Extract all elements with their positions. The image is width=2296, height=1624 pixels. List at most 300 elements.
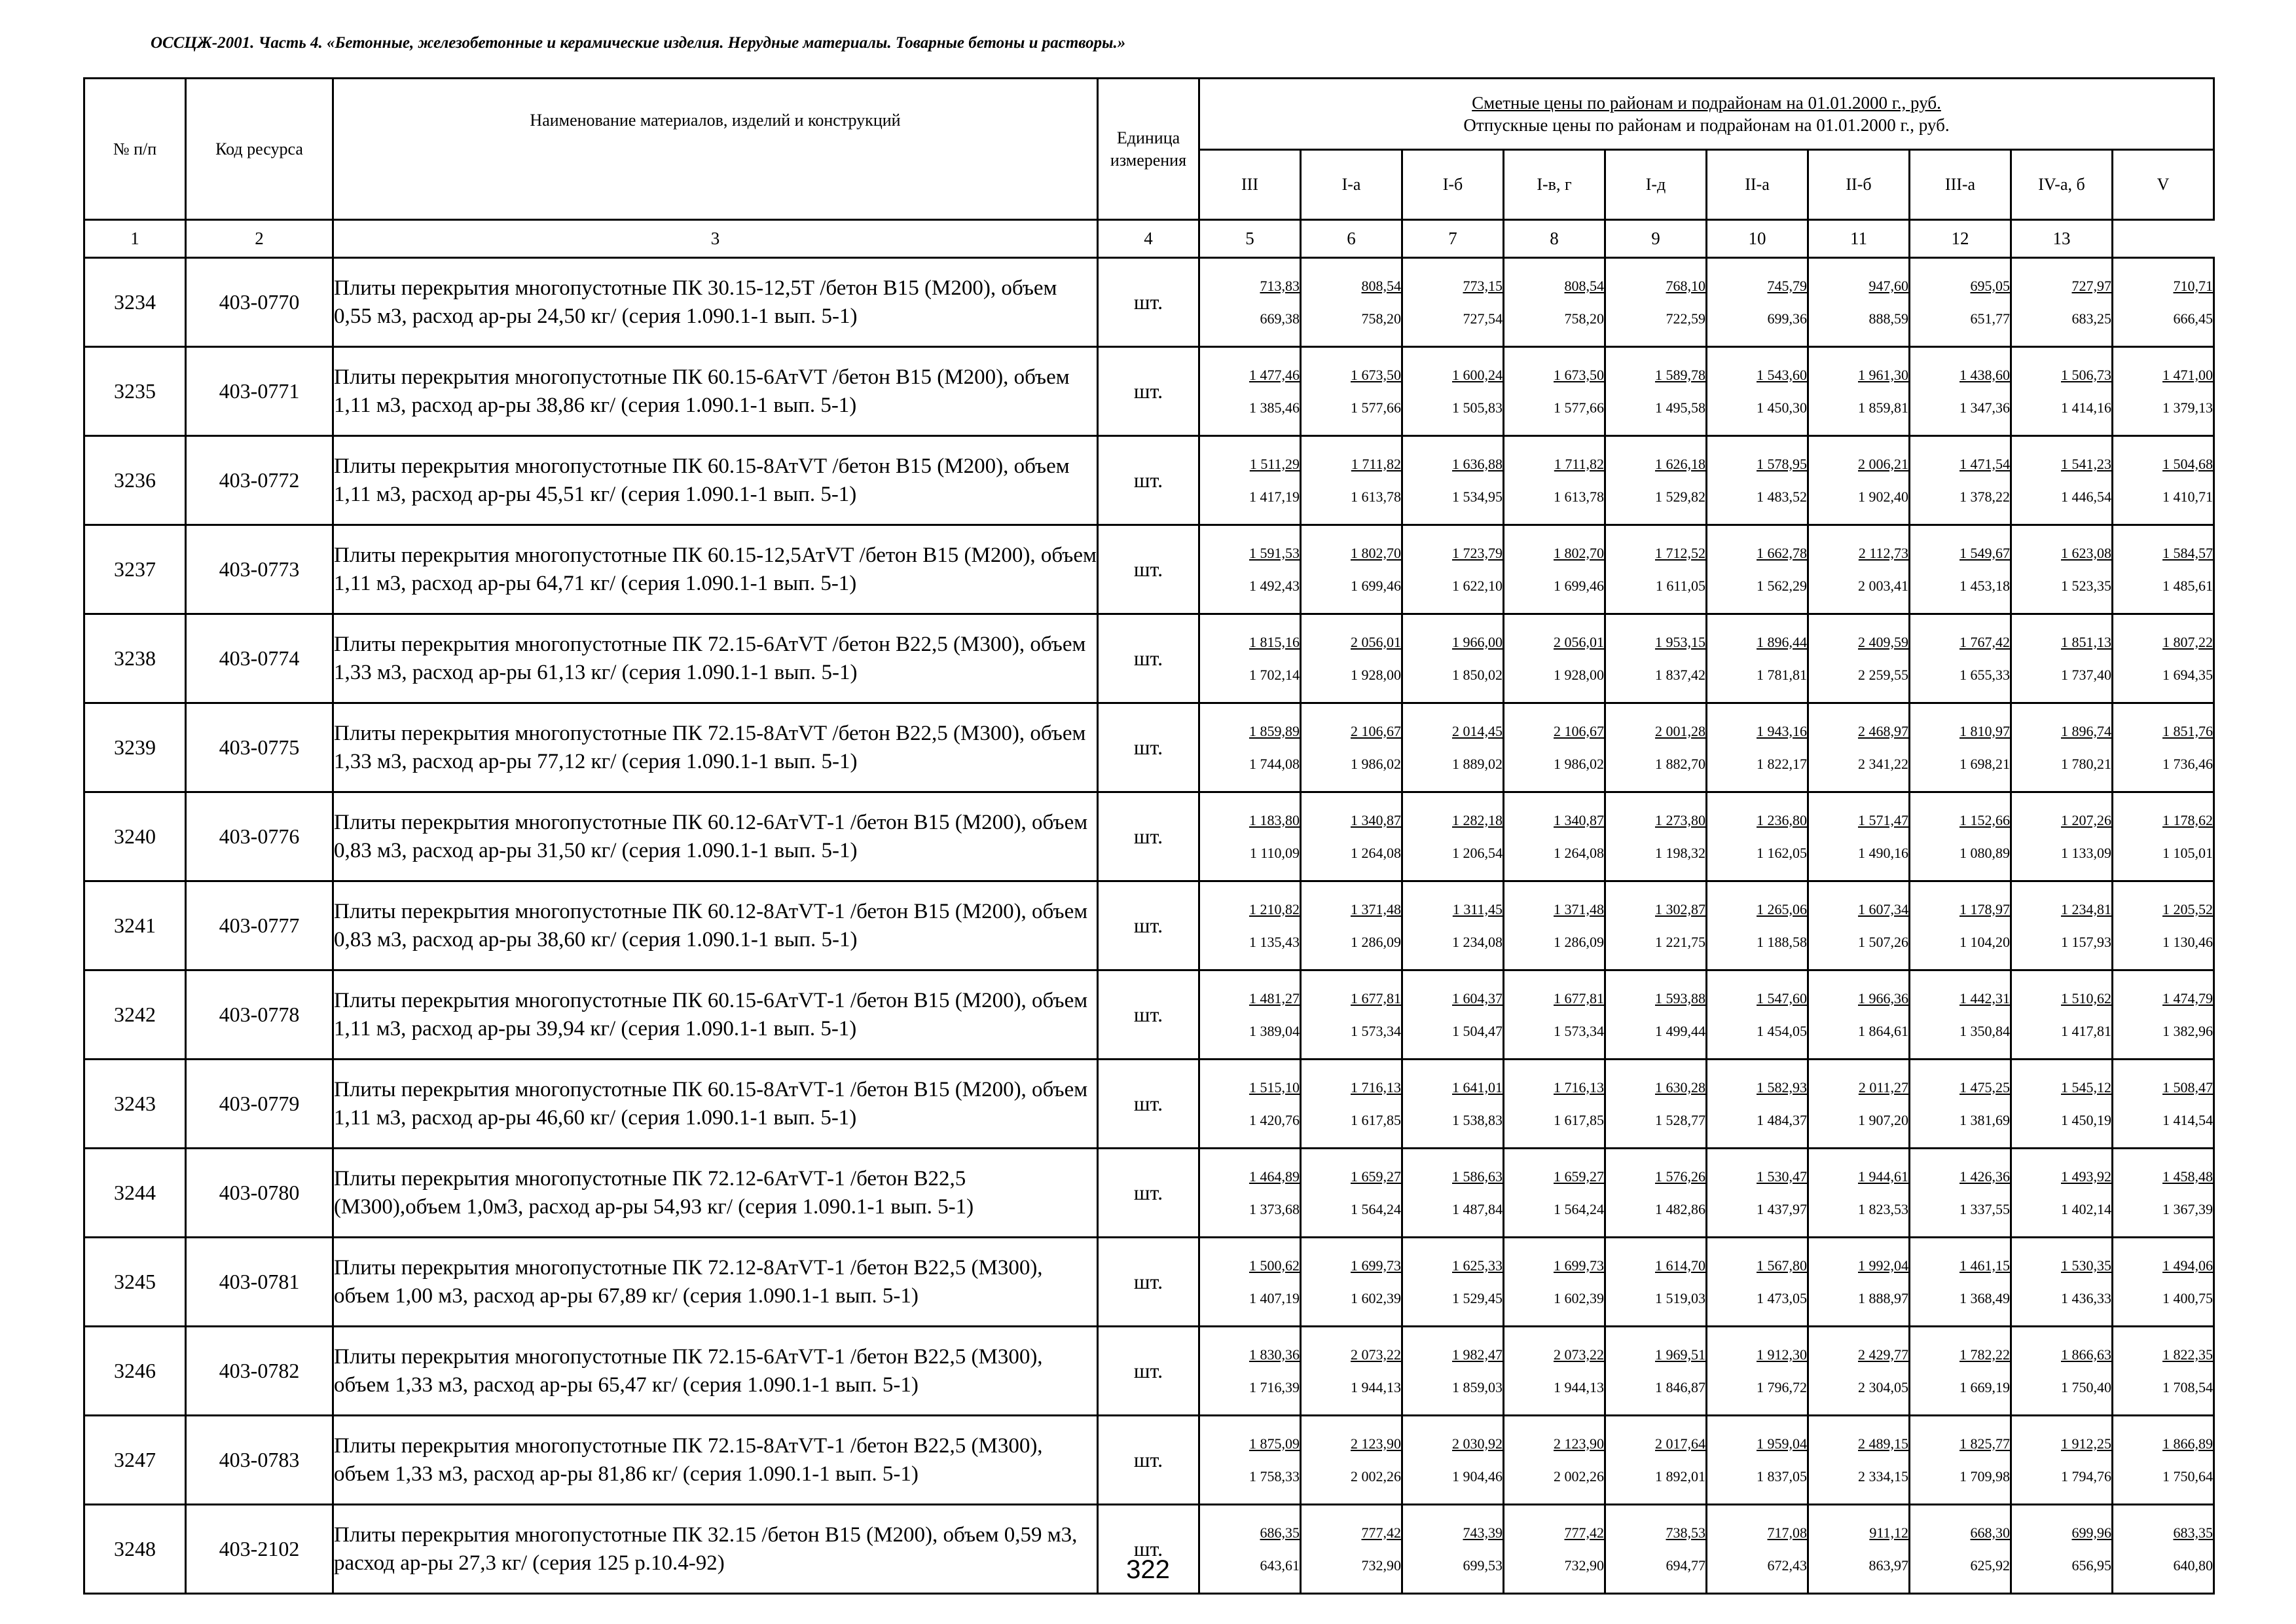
material-name: Плиты перекрытия многопустотные ПК 60.15-8АтVТ /бетон В15 (М200), объем 1,11 м3, расход ар-ры 45,51 кг/ (серия 1.090.1-1 вып. 5-1)	[333, 436, 1098, 525]
estimate-price: 1 183,80	[1249, 811, 1300, 828]
wholesale-price: 1 347,36	[1959, 399, 2010, 416]
estimate-price: 727,97	[2071, 277, 2111, 294]
estimate-price: 1 178,62	[2162, 811, 2213, 828]
wholesale-price: 1 473,05	[1757, 1289, 1807, 1306]
price-cell	[1402, 258, 1504, 347]
price-cell	[1910, 703, 2011, 792]
wholesale-price: 1 234,08	[1452, 933, 1503, 950]
price-cell	[2011, 703, 2113, 792]
material-name: Плиты перекрытия многопустотные ПК 60.15-12,5АтVТ /бетон В15 (М200), объем 1,11 м3, расход ар-ры 64,71 кг/ (серия 1.090.1-1 вып. 5-1)	[333, 525, 1098, 614]
row-number: 3236	[84, 436, 186, 525]
price-cell	[2011, 436, 2113, 525]
wholesale-price: 1 454,05	[1757, 1022, 1807, 1039]
estimate-price: 2 056,01	[1554, 633, 1604, 650]
estimate-price: 1 464,89	[1249, 1168, 1300, 1185]
price-cell	[1301, 436, 1402, 525]
estimate-price: 1 273,80	[1655, 811, 1705, 828]
price-cell	[2113, 614, 2214, 703]
price-cell	[1707, 525, 1808, 614]
material-name: Плиты перекрытия многопустотные ПК 72.15-6АтVТ-1 /бетон В22,5 (М300), объем 1,33 м3, расход ар-ры 65,47 кг/ (серия 1.090.1-1 вып. 5-1)	[333, 1327, 1098, 1416]
estimate-price: 1 236,80	[1757, 811, 1807, 828]
page-number: 322	[1126, 1555, 1170, 1584]
document-header-title: ОССЦЖ-2001. Часть 4. «Бетонные, железобетонные и керамические изделия. Нерудные материалы. Товарные бетоны и растворы.»	[151, 34, 1126, 52]
resource-code: 403-0771	[186, 347, 333, 436]
wholesale-price: 1 564,24	[1554, 1200, 1604, 1217]
price-cell	[1504, 525, 1605, 614]
estimate-price: 2 073,22	[1554, 1346, 1604, 1363]
wholesale-price: 1 367,39	[2162, 1200, 2213, 1217]
wholesale-price: 732,90	[1564, 1557, 1604, 1574]
estimate-price: 1 438,60	[1959, 366, 2010, 383]
estimate-price: 1 822,35	[2162, 1346, 2213, 1363]
wholesale-price: 1 130,46	[2162, 933, 2213, 950]
material-name: Плиты перекрытия многопустотные ПК 72.12-6АтVТ-1 /бетон В22,5 (М300),объем 1,0м3, расход ар-ры 54,93 кг/ (серия 1.090.1-1 вып. 5-1)	[333, 1149, 1098, 1238]
wholesale-price: 1 904,46	[1452, 1467, 1503, 1485]
table-body	[84, 258, 2214, 1594]
unit-of-measure: шт.	[1098, 703, 1199, 792]
estimate-price: 1 614,70	[1655, 1257, 1705, 1274]
wholesale-price: 1 562,29	[1757, 577, 1807, 594]
row-number: 3238	[84, 614, 186, 703]
wholesale-price: 1 162,05	[1757, 844, 1807, 861]
wholesale-price: 1 417,81	[2061, 1022, 2111, 1039]
wholesale-price: 1 436,33	[2061, 1289, 2111, 1306]
estimate-price: 808,54	[1564, 277, 1604, 294]
estimate-price: 1 282,18	[1452, 811, 1503, 828]
wholesale-price: 1 781,81	[1757, 666, 1807, 683]
estimate-price: 2 106,67	[1554, 722, 1604, 739]
region-header: I-а	[1301, 150, 1402, 220]
wholesale-price: 2 002,26	[1554, 1467, 1604, 1485]
price-cell	[1910, 258, 2011, 347]
resource-code: 403-0783	[186, 1416, 333, 1505]
wholesale-price: 1 379,13	[2162, 399, 2213, 416]
price-cell	[2011, 1327, 2113, 1416]
price-cell	[1504, 436, 1605, 525]
price-cell	[1707, 1060, 1808, 1149]
material-name: Плиты перекрытия многопустотные ПК 30.15-12,5Т /бетон В15 (М200), объем 0,55 м3, расход ар-ры 24,50 кг/ (серия 1.090.1-1 вып. 5-1)	[333, 258, 1098, 347]
price-cell	[1199, 525, 1301, 614]
estimate-price: 1 815,16	[1249, 633, 1300, 650]
row-number: 3243	[84, 1060, 186, 1149]
estimate-price: 2 001,28	[1655, 722, 1705, 739]
estimate-price: 1 493,92	[2061, 1168, 2111, 1185]
table-row	[84, 1416, 2214, 1505]
row-number: 3246	[84, 1327, 186, 1416]
header-price-group	[1199, 79, 2214, 150]
estimate-price: 1 426,36	[1959, 1168, 2010, 1185]
estimate-price: 1 802,70	[1554, 544, 1604, 561]
estimate-price: 1 340,87	[1554, 811, 1604, 828]
unit-of-measure: шт.	[1098, 1505, 1199, 1594]
estimate-price: 1 265,06	[1757, 900, 1807, 917]
wholesale-price: 1 450,30	[1757, 399, 1807, 416]
wholesale-price: 1 495,58	[1655, 399, 1705, 416]
estimate-price: 1 474,79	[2162, 989, 2213, 1006]
wholesale-price: 1 414,16	[2061, 399, 2111, 416]
price-cell	[1199, 703, 1301, 792]
estimate-price: 1 723,79	[1452, 544, 1503, 561]
price-cell	[1504, 1238, 1605, 1327]
wholesale-price: 1 417,19	[1249, 488, 1300, 505]
resource-code: 403-0782	[186, 1327, 333, 1416]
row-number: 3239	[84, 703, 186, 792]
wholesale-price: 1 694,35	[2162, 666, 2213, 683]
wholesale-price: 1 708,54	[2162, 1378, 2213, 1395]
header-price-title-estimate: Сметные цены по районам и подрайонам на 01.01.2000 г., руб.	[1472, 93, 1941, 113]
price-cell	[1707, 970, 1808, 1060]
table-row	[84, 1060, 2214, 1149]
wholesale-price: 1 617,85	[1351, 1111, 1401, 1128]
estimate-price: 1 152,66	[1959, 811, 2010, 828]
wholesale-price: 1 622,10	[1452, 577, 1503, 594]
estimate-price: 1 699,73	[1351, 1257, 1401, 1274]
column-number: 5	[1199, 220, 1301, 258]
column-number: 8	[1504, 220, 1605, 258]
estimate-price: 1 210,82	[1249, 900, 1300, 917]
price-cell	[1199, 792, 1301, 881]
unit-of-measure: шт.	[1098, 525, 1199, 614]
column-number: 11	[1808, 220, 1910, 258]
wholesale-price: 1 437,97	[1757, 1200, 1807, 1217]
wholesale-price: 1 420,76	[1249, 1111, 1300, 1128]
price-cell	[1504, 1149, 1605, 1238]
wholesale-price: 758,20	[1564, 310, 1604, 327]
wholesale-price: 1 577,66	[1554, 399, 1604, 416]
price-cell	[1808, 1327, 1910, 1416]
estimate-price: 1 471,54	[1959, 455, 2010, 472]
wholesale-price: 1 382,96	[2162, 1022, 2213, 1039]
wholesale-price: 1 157,93	[2061, 933, 2111, 950]
column-number: 7	[1402, 220, 1504, 258]
table-row	[84, 258, 2214, 347]
price-cell	[2011, 792, 2113, 881]
price-cell	[1808, 1060, 1910, 1149]
estimate-price: 1 302,87	[1655, 900, 1705, 917]
estimate-price: 2 073,22	[1351, 1346, 1401, 1363]
wholesale-price: 1 188,58	[1757, 933, 1807, 950]
price-cell	[2011, 1416, 2113, 1505]
price-cell	[1301, 347, 1402, 436]
wholesale-price: 666,45	[2173, 310, 2213, 327]
price-cell	[1402, 347, 1504, 436]
price-cell	[1402, 525, 1504, 614]
estimate-price: 1 582,93	[1757, 1079, 1807, 1096]
estimate-price: 1 567,80	[1757, 1257, 1807, 1274]
unit-of-measure: шт.	[1098, 1149, 1199, 1238]
price-cell	[1301, 881, 1402, 970]
price-cell	[1605, 970, 1707, 1060]
price-cell	[1808, 1149, 1910, 1238]
resource-code: 403-2102	[186, 1505, 333, 1594]
wholesale-price: 1 750,40	[2061, 1378, 2111, 1395]
unit-of-measure: шт.	[1098, 436, 1199, 525]
price-cell	[1707, 1327, 1808, 1416]
price-cell	[1707, 881, 1808, 970]
price-cell	[1402, 614, 1504, 703]
wholesale-price: 1 410,71	[2162, 488, 2213, 505]
wholesale-price: 1 698,21	[1959, 755, 2010, 772]
price-cell	[1301, 1238, 1402, 1327]
wholesale-price: 1 337,55	[1959, 1200, 2010, 1217]
table-row	[84, 1149, 2214, 1238]
estimate-price: 1 716,13	[1351, 1079, 1401, 1096]
wholesale-price: 1 577,66	[1351, 399, 1401, 416]
estimate-price: 743,39	[1463, 1524, 1503, 1541]
row-number: 3237	[84, 525, 186, 614]
resource-code: 403-0779	[186, 1060, 333, 1149]
wholesale-price: 1 446,54	[2061, 488, 2111, 505]
price-cell	[2011, 1238, 2113, 1327]
price-cell	[1199, 1149, 1301, 1238]
wholesale-price: 2 259,55	[1858, 666, 1908, 683]
estimate-price: 1 530,35	[2061, 1257, 2111, 1274]
price-cell	[1910, 1327, 2011, 1416]
wholesale-price: 1 944,13	[1554, 1378, 1604, 1395]
wholesale-price: 625,92	[1970, 1557, 2010, 1574]
wholesale-price: 672,43	[1767, 1557, 1807, 1574]
estimate-price: 777,42	[1564, 1524, 1604, 1541]
unit-of-measure: шт.	[1098, 881, 1199, 970]
wholesale-price: 1 573,34	[1351, 1022, 1401, 1039]
wholesale-price: 1 378,22	[1959, 488, 2010, 505]
estimate-price: 1 825,77	[1959, 1435, 2010, 1452]
region-header: I-в, г	[1504, 150, 1605, 220]
estimate-price: 1 943,16	[1757, 722, 1807, 739]
wholesale-price: 1 702,14	[1249, 666, 1300, 683]
estimate-price: 1 630,28	[1655, 1079, 1705, 1096]
price-cell	[1910, 970, 2011, 1060]
price-cell	[1605, 525, 1707, 614]
wholesale-price: 1 907,20	[1858, 1111, 1908, 1128]
column-number: 2	[186, 220, 333, 258]
material-name: Плиты перекрытия многопустотные ПК 60.15-6АтVТ-1 /бетон В15 (М200), объем 1,11 м3, расход ар-ры 39,94 кг/ (серия 1.090.1-1 вып. 5-1)	[333, 970, 1098, 1060]
price-cell	[1301, 525, 1402, 614]
price-cell	[1199, 347, 1301, 436]
wholesale-price: 1 602,39	[1351, 1289, 1401, 1306]
material-name: Плиты перекрытия многопустотные ПК 72.15-8АтVТ-1 /бетон В22,5 (М300), объем 1,33 м3, расход ар-ры 81,86 кг/ (серия 1.090.1-1 вып. 5-1)	[333, 1416, 1098, 1505]
wholesale-price: 1 198,32	[1655, 844, 1705, 861]
estimate-price: 1 541,23	[2061, 455, 2111, 472]
estimate-price: 1 593,88	[1655, 989, 1705, 1006]
estimate-price: 947,60	[1868, 277, 1908, 294]
estimate-price: 1 896,74	[2061, 722, 2111, 739]
price-cell	[1605, 881, 1707, 970]
estimate-price: 1 571,47	[1858, 811, 1908, 828]
wholesale-price: 863,97	[1868, 1557, 1908, 1574]
wholesale-price: 1 655,33	[1959, 666, 2010, 683]
wholesale-price: 1 529,45	[1452, 1289, 1503, 1306]
estimate-price: 1 576,26	[1655, 1168, 1705, 1185]
estimate-price: 2 489,15	[1858, 1435, 1908, 1452]
estimate-price: 1 549,67	[1959, 544, 2010, 561]
estimate-price: 1 530,47	[1757, 1168, 1807, 1185]
wholesale-price: 1 928,00	[1351, 666, 1401, 683]
column-number: 3	[333, 220, 1098, 258]
header-col-name: Наименование материалов, изделий и конструкций	[333, 79, 1098, 220]
price-cell	[1301, 792, 1402, 881]
wholesale-price: 1 487,84	[1452, 1200, 1503, 1217]
estimate-price: 773,15	[1463, 277, 1503, 294]
estimate-price: 1 959,04	[1757, 1435, 1807, 1452]
price-cell	[1402, 881, 1504, 970]
wholesale-price: 1 882,70	[1655, 755, 1705, 772]
estimate-price: 1 584,57	[2162, 544, 2213, 561]
price-cell	[2011, 1149, 2113, 1238]
estimate-price: 1 178,97	[1959, 900, 2010, 917]
estimate-price: 808,54	[1361, 277, 1401, 294]
price-cell	[2113, 1416, 2214, 1505]
price-cell	[1199, 436, 1301, 525]
estimate-price: 1 866,63	[2061, 1346, 2111, 1363]
wholesale-price: 1 385,46	[1249, 399, 1300, 416]
price-cell	[1605, 1327, 1707, 1416]
estimate-price: 1 458,48	[2162, 1168, 2213, 1185]
price-cell	[1301, 1416, 1402, 1505]
table-row	[84, 1238, 2214, 1327]
wholesale-price: 1 206,54	[1452, 844, 1503, 861]
wholesale-price: 1 350,84	[1959, 1022, 2010, 1039]
wholesale-price: 1 564,24	[1351, 1200, 1401, 1217]
estimate-price: 1 711,82	[1351, 455, 1401, 472]
price-cell	[2113, 1149, 2214, 1238]
wholesale-price: 1 482,86	[1655, 1200, 1705, 1217]
estimate-price: 1 807,22	[2162, 633, 2213, 650]
estimate-price: 1 500,62	[1249, 1257, 1300, 1274]
wholesale-price: 1 221,75	[1655, 933, 1705, 950]
price-cell	[2113, 792, 2214, 881]
wholesale-price: 1 133,09	[2061, 844, 2111, 861]
table-row	[84, 881, 2214, 970]
estimate-price: 1 511,29	[1249, 455, 1300, 472]
estimate-price: 1 591,53	[1249, 544, 1300, 561]
wholesale-price: 1 892,01	[1655, 1467, 1705, 1485]
row-number: 3248	[84, 1505, 186, 1594]
price-cell	[1707, 1149, 1808, 1238]
region-header: I-б	[1402, 150, 1504, 220]
price-cell	[2011, 614, 2113, 703]
row-number: 3242	[84, 970, 186, 1060]
wholesale-price: 1 902,40	[1858, 488, 1908, 505]
wholesale-price: 1 080,89	[1959, 844, 2010, 861]
material-name: Плиты перекрытия многопустотные ПК 60.12-6АтVТ-1 /бетон В15 (М200), объем 0,83 м3, расход ар-ры 31,50 кг/ (серия 1.090.1-1 вып. 5-1)	[333, 792, 1098, 881]
price-cell	[1910, 1060, 2011, 1149]
estimate-price: 1 711,82	[1554, 455, 1604, 472]
estimate-price: 1 944,61	[1858, 1168, 1908, 1185]
estimate-price: 1 636,88	[1452, 455, 1503, 472]
estimate-price: 1 912,25	[2061, 1435, 2111, 1452]
price-cell	[1199, 1416, 1301, 1505]
wholesale-price: 2 304,05	[1858, 1378, 1908, 1395]
estimate-price: 1 810,97	[1959, 722, 2010, 739]
price-cell	[1605, 1149, 1707, 1238]
wholesale-price: 1 758,33	[1249, 1467, 1300, 1485]
estimate-price: 1 851,13	[2061, 633, 2111, 650]
wholesale-price: 1 736,46	[2162, 755, 2213, 772]
price-cell	[1402, 970, 1504, 1060]
price-cell	[2113, 703, 2214, 792]
estimate-price: 1 966,36	[1858, 989, 1908, 1006]
price-cell	[2113, 1327, 2214, 1416]
wholesale-price: 1 490,16	[1858, 844, 1908, 861]
price-cell	[1910, 525, 2011, 614]
estimate-price: 1 589,78	[1655, 366, 1705, 383]
estimate-price: 1 712,52	[1655, 544, 1705, 561]
estimate-price: 1 600,24	[1452, 366, 1503, 383]
price-cell	[1504, 614, 1605, 703]
wholesale-price: 888,59	[1868, 310, 1908, 327]
unit-of-measure: шт.	[1098, 614, 1199, 703]
wholesale-price: 1 837,42	[1655, 666, 1705, 683]
estimate-price: 777,42	[1361, 1524, 1401, 1541]
price-cell	[1605, 1060, 1707, 1149]
estimate-price: 1 966,00	[1452, 633, 1503, 650]
price-cell	[2113, 970, 2214, 1060]
wholesale-price: 1 523,35	[2061, 577, 2111, 594]
estimate-price: 1 207,26	[2061, 811, 2111, 828]
price-cell	[2113, 347, 2214, 436]
wholesale-price: 1 492,43	[1249, 577, 1300, 594]
wholesale-price: 640,80	[2173, 1557, 2213, 1574]
table-row	[84, 614, 2214, 703]
wholesale-price: 2 334,15	[1858, 1467, 1908, 1485]
price-cell	[1504, 258, 1605, 347]
price-cell	[1402, 1060, 1504, 1149]
price-cell	[1605, 792, 1707, 881]
unit-of-measure: шт.	[1098, 792, 1199, 881]
price-cell	[1605, 614, 1707, 703]
price-cell	[1402, 436, 1504, 525]
wholesale-price: 1 534,95	[1452, 488, 1503, 505]
wholesale-price: 1 453,18	[1959, 577, 2010, 594]
wholesale-price: 1 484,37	[1757, 1111, 1807, 1128]
price-cell	[1402, 1149, 1504, 1238]
estimate-price: 1 311,45	[1452, 900, 1503, 917]
wholesale-price: 1 709,98	[1959, 1467, 2010, 1485]
table-row	[84, 792, 2214, 881]
wholesale-price: 1 611,05	[1655, 577, 1705, 594]
region-header: I-д	[1605, 150, 1707, 220]
price-cell	[1301, 258, 1402, 347]
wholesale-price: 1 414,54	[2162, 1111, 2213, 1128]
estimate-price: 1 912,30	[1757, 1346, 1807, 1363]
wholesale-price: 1 796,72	[1757, 1378, 1807, 1395]
wholesale-price: 643,61	[1260, 1557, 1300, 1574]
wholesale-price: 1 504,47	[1452, 1022, 1503, 1039]
price-cell	[1707, 614, 1808, 703]
estimate-price: 1 961,30	[1858, 366, 1908, 383]
estimate-price: 2 409,59	[1858, 633, 1908, 650]
estimate-price: 2 106,67	[1351, 722, 1401, 739]
price-cell	[1402, 792, 1504, 881]
wholesale-price: 2 002,26	[1351, 1467, 1401, 1485]
wholesale-price: 1 846,87	[1655, 1378, 1705, 1395]
price-cell	[1504, 1327, 1605, 1416]
wholesale-price: 1 617,85	[1554, 1111, 1604, 1128]
estimate-price: 745,79	[1767, 277, 1807, 294]
price-cell	[2011, 525, 2113, 614]
row-number: 3244	[84, 1149, 186, 1238]
row-number: 3241	[84, 881, 186, 970]
wholesale-price: 1 737,40	[2061, 666, 2111, 683]
wholesale-price: 1 264,08	[1351, 844, 1401, 861]
column-number: 13	[2011, 220, 2113, 258]
resource-code: 403-0781	[186, 1238, 333, 1327]
material-name: Плиты перекрытия многопустотные ПК 60.15-6АтVТ /бетон В15 (М200), объем 1,11 м3, расход ар-ры 38,86 кг/ (серия 1.090.1-1 вып. 5-1)	[333, 347, 1098, 436]
wholesale-price: 1 135,43	[1249, 933, 1300, 950]
estimate-price: 1 802,70	[1351, 544, 1401, 561]
unit-of-measure: шт.	[1098, 347, 1199, 436]
